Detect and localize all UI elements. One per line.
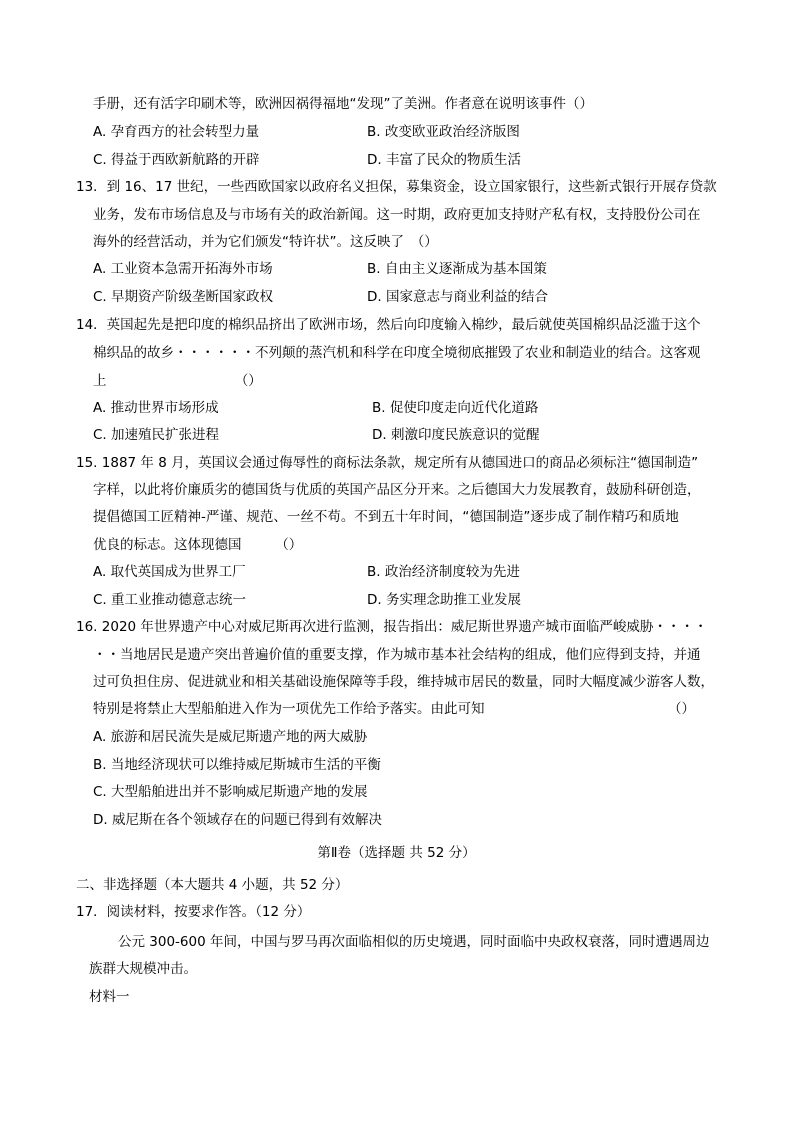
q16-option-a[interactable]: A. 旅游和居民流失是威尼斯遗产地的两大威胁 xyxy=(93,729,368,745)
q17-material-label: 材料一 xyxy=(89,989,130,1005)
q14-option-a[interactable]: A. 推动世界市场形成 xyxy=(93,400,219,416)
q13-stem-line: 13．到 16、17 世纪，一些西欧国家以政府名义担保，募集资金，设立国家银行，这些新式银行开展存贷款 xyxy=(76,179,717,195)
q15-stem-line: 字样，以此将价廉质劣的德国货与优质的英国产品区分开来。之后德国大力发展教育，鼓励科研创造， xyxy=(93,482,701,498)
q14-option-d[interactable]: D. 刺激印度民族意识的觉醒 xyxy=(372,427,540,443)
section-title: 第Ⅱ卷（选择题 共 52 分） xyxy=(317,845,476,861)
q17-heading: 17．阅读材料，按要求作答。（12 分） xyxy=(76,904,311,920)
q16-stem-line: ・・当地居民是遗产突出普遍价值的重要支撑，作为城市基本社会结构的组成，他们应得到支持，并通 xyxy=(93,647,701,663)
q12-option-b[interactable]: B. 改变欧亚政治经济版图 xyxy=(367,124,520,140)
q13-option-b[interactable]: B. 自由主义逐渐成为基本国策 xyxy=(367,261,547,277)
q17-paragraph-line: 公元 300-600 年间，中国与罗马再次面临相似的历史境遇，同时面临中央政权衰落，同时遭遇周边 xyxy=(118,934,710,950)
q13-stem-line: 海外的经营活动，并为它们颁发“特许状”。这反映了 （） xyxy=(93,234,438,250)
q16-option-b[interactable]: B. 当地经济现状可以维持威尼斯城市生活的平衡 xyxy=(93,757,381,773)
q16-answer-bracket: （） xyxy=(668,701,695,717)
q17-paragraph-line: 族群大规模冲击。 xyxy=(89,961,197,977)
q16-option-c[interactable]: C. 大型船舶进出并不影响威尼斯遗产地的发展 xyxy=(93,784,368,800)
q15-option-d[interactable]: D. 务实理念助推工业发展 xyxy=(367,592,521,608)
q14-stem-line: 14．英国起先是把印度的棉织品挤出了欧洲市场，然后向印度输入棉纱，最后就使英国棉织品泛滥于这个 xyxy=(76,317,701,333)
q12-stem-line: 手册，还有活字印刷术等，欧洲因祸得福地“发现”了美洲。作者意在说明该事件（） xyxy=(93,96,593,112)
q16-stem-line: 特别是将禁止大型船舶进入作为一项优先工作给予落实。由此可知 xyxy=(93,701,485,717)
q15-stem-line: 15. 1887 年 8 月，英国议会通过侮辱性的商标法条款，规定所有从德国进口的商品必须标注“德国制造” xyxy=(76,455,699,471)
q12-option-a[interactable]: A. 孕育西方的社会转型力量 xyxy=(93,124,260,140)
q15-option-c[interactable]: C. 重工业推动德意志统一 xyxy=(93,592,247,608)
q16-stem-line: 过可负担住房、促进就业和相关基础设施保障等手段，维持城市居民的数量，同时大幅度减少游客人数， xyxy=(93,674,714,690)
q14-stem-line: 上 （） xyxy=(93,373,262,389)
q16-option-d[interactable]: D. 威尼斯在各个领域存在的问题已得到有效解决 xyxy=(93,812,382,828)
q14-option-c[interactable]: C. 加速殖民扩张进程 xyxy=(93,427,220,443)
q13-option-a[interactable]: A. 工业资本急需开拓海外市场 xyxy=(93,261,273,277)
q15-stem-line: 提倡德国工匠精神-严谨、规范、一丝不苟。不到五十年时间，“德国制造”逐步成了制作精巧和质地 xyxy=(93,509,679,525)
q15-option-b[interactable]: B. 政治经济制度较为先进 xyxy=(367,564,520,580)
part2-heading: 二、非选择题（本大题共 4 小题，共 52 分） xyxy=(76,877,349,893)
q14-option-b[interactable]: B. 促使印度走向近代化道路 xyxy=(372,400,539,416)
q12-option-c[interactable]: C. 得益于西欧新航路的开辟 xyxy=(93,152,260,168)
q16-stem-line: 16. 2020 年世界遗产中心对威尼斯再次进行监测，报告指出：威尼斯世界遗产城市面临严峻威胁・・・・ xyxy=(76,619,708,635)
q13-option-d[interactable]: D. 国家意志与商业利益的结合 xyxy=(367,289,548,305)
q15-option-a[interactable]: A. 取代英国成为世界工厂 xyxy=(93,564,246,580)
q12-option-d[interactable]: D. 丰富了民众的物质生活 xyxy=(367,152,521,168)
q14-stem-line: 棉织品的故乡・・・・・・不列颠的蒸汽机和科学在印度全境彻底摧毁了农业和制造业的结合。这客观 xyxy=(93,345,701,361)
q13-option-c[interactable]: C. 早期资产阶级垄断国家政权 xyxy=(93,289,274,305)
q15-stem-line: 优良的标志。这体现德国 （） xyxy=(93,537,303,553)
q13-stem-line: 业务，发布市场信息及与市场有关的政治新闻。这一时期，政府更加支持财产私有权，支持股份公司在 xyxy=(93,207,701,223)
